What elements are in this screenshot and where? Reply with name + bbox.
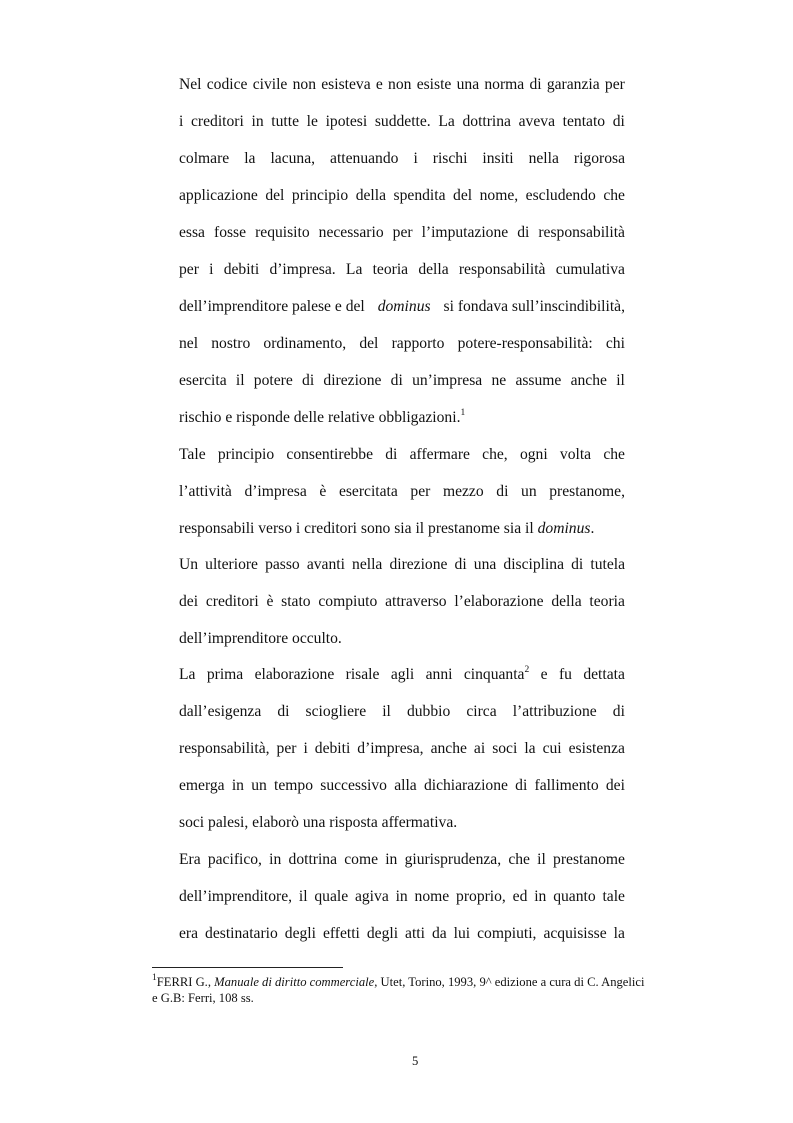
word: direzione (323, 372, 382, 389)
word: lacuna, (270, 150, 316, 167)
word: l’attività (179, 483, 232, 500)
word: la (613, 925, 625, 942)
word: colmare (179, 150, 230, 167)
word: esercita (179, 372, 227, 389)
word: fosse (214, 224, 247, 241)
word: prestanome (553, 851, 625, 868)
word: atti (405, 925, 425, 942)
text-line: dell’imprenditore occulto. (179, 630, 342, 647)
word: anche (430, 740, 467, 757)
word: e (375, 76, 383, 93)
word: di (612, 703, 625, 720)
word: di (385, 446, 398, 463)
word: aveva (518, 113, 555, 130)
word: creditori (191, 113, 244, 130)
word: agiva (354, 888, 389, 905)
word: ordinamento, (263, 335, 347, 352)
word: agli (390, 666, 415, 683)
word: tutela (590, 556, 625, 573)
word: una (473, 556, 497, 573)
word: ne (491, 372, 507, 389)
word: cinquanta$^2$ (463, 664, 530, 683)
word: dei (179, 593, 199, 610)
word: da (431, 925, 447, 942)
word: essa (179, 224, 205, 241)
word: la (244, 150, 256, 167)
word: effetti (322, 925, 360, 942)
word: del (265, 187, 285, 204)
word: ulteriore (205, 556, 258, 573)
word: tempo (274, 777, 314, 794)
word: proprio, (456, 888, 506, 905)
footnote-text: , Utet, Torino, 1993, 9^ edizione a cura di C. Angelici (374, 975, 645, 989)
page-number: 5 (412, 1054, 419, 1068)
word: ai (473, 740, 486, 757)
word: passo (265, 556, 300, 573)
word: debiti (314, 740, 351, 757)
word: non (388, 76, 412, 93)
word: circa (466, 703, 497, 720)
word: che (603, 446, 625, 463)
word: tentato (562, 113, 606, 130)
word: il (298, 888, 308, 905)
text-line (179, 887, 625, 907)
word: soci (492, 740, 518, 757)
word: acquisisse (543, 925, 607, 942)
word: disciplina (503, 556, 565, 573)
word: un (521, 483, 537, 500)
word: elaborazione (254, 666, 335, 683)
word: il (382, 703, 391, 720)
word: anni (425, 666, 453, 683)
word: i (413, 150, 418, 167)
word: per (179, 261, 199, 278)
word: necessario (318, 224, 384, 241)
word: era (179, 925, 199, 942)
word: spendita (393, 187, 446, 204)
footnote-separator (152, 967, 343, 968)
word: potere-responsabilità: (457, 335, 593, 352)
word: che, (482, 446, 508, 463)
text-line (179, 75, 625, 95)
text-span: . (590, 520, 595, 537)
word: dubbio (406, 703, 451, 720)
word: compiuti, (477, 925, 537, 942)
word: codice (206, 76, 248, 93)
word: esisteva (321, 76, 371, 93)
word: sciogliere (305, 703, 367, 720)
text-line (179, 924, 625, 944)
text-line (179, 445, 625, 465)
word: potere (253, 372, 293, 389)
word: degli (284, 925, 316, 942)
word: il (537, 851, 546, 868)
word: fu (558, 666, 572, 683)
word: attenuando (330, 150, 399, 167)
word: le (306, 113, 318, 130)
footnote-ref[interactable]: 2 (524, 664, 530, 675)
word: prestanome, (549, 483, 625, 500)
word: come (344, 851, 379, 868)
text-line (179, 149, 625, 169)
text-line (179, 297, 625, 317)
word: garanzia (546, 76, 600, 93)
word: è (266, 593, 274, 610)
word: dell’imprenditore, (179, 888, 293, 905)
word: dichiarazione (423, 777, 508, 794)
footnote-marker: 1 (152, 972, 157, 983)
word: nel (179, 335, 199, 352)
word: successivo (320, 777, 387, 794)
word: risale (345, 666, 380, 683)
emphasis-dominus: dominus (537, 520, 591, 537)
word: nella (352, 556, 383, 573)
word: civile (252, 76, 288, 93)
word: La (345, 261, 363, 278)
word: in (385, 851, 398, 868)
word: teoria (589, 593, 625, 610)
word: di (571, 556, 584, 573)
word: esercitata (338, 483, 398, 500)
word: che (603, 187, 625, 204)
word: di (277, 703, 290, 720)
word: emerga (179, 777, 225, 794)
text-line (179, 408, 465, 428)
word: principio (217, 446, 275, 463)
word: dettata (583, 666, 625, 683)
text-line (179, 482, 625, 502)
word: nostro (211, 335, 251, 352)
word: di (454, 556, 467, 573)
word: chi (605, 335, 625, 352)
word: volta (559, 446, 592, 463)
word: cumulativa (555, 261, 625, 278)
word: per (276, 740, 297, 757)
word: del (359, 335, 379, 352)
word: il (235, 372, 245, 389)
text-line (179, 702, 625, 722)
word: suddette. (374, 113, 431, 130)
word: Un (179, 556, 199, 573)
text-line (179, 223, 625, 243)
word: in (269, 851, 282, 868)
word: quale (314, 888, 349, 905)
footnote-ref[interactable]: 1 (460, 407, 466, 418)
word: escludendo (525, 187, 596, 204)
word: rigorosa (573, 150, 625, 167)
word: Nel (179, 76, 202, 93)
word: i (303, 740, 308, 757)
word: di (515, 777, 528, 794)
word: insiti (482, 150, 514, 167)
text-line (179, 186, 625, 206)
word: tale (602, 888, 625, 905)
word: della (551, 593, 582, 610)
text-line (179, 776, 625, 796)
word: compiuto (318, 593, 378, 610)
word: il (616, 372, 625, 389)
word: prima (206, 666, 244, 683)
word: un (251, 777, 267, 794)
word: in (251, 113, 264, 130)
word: d’impresa, (357, 740, 424, 757)
word: La (179, 666, 196, 683)
word: lui (453, 925, 471, 942)
text-span: si fondava sull’inscindibilità, (443, 298, 625, 315)
word: La (438, 113, 455, 130)
word: stato (281, 593, 311, 610)
word: d’impresa (244, 483, 307, 500)
word: destinatario (205, 925, 278, 942)
word: ipotesi (325, 113, 368, 130)
text-line (179, 260, 625, 280)
word: quanto (553, 888, 596, 905)
text-line (179, 519, 594, 539)
word: debiti (223, 261, 260, 278)
word: in (395, 888, 408, 905)
text-line (179, 592, 625, 612)
word: della (418, 261, 449, 278)
word: dottrina (288, 851, 338, 868)
word: d’impresa. (269, 261, 336, 278)
text-line (179, 371, 625, 391)
word: principio (291, 187, 349, 204)
word: teoria (372, 261, 409, 278)
word: è (319, 483, 327, 500)
word: l’imputazione (421, 224, 509, 241)
word: ogni (519, 446, 548, 463)
word: pacifico, (207, 851, 262, 868)
word: dall’esigenza (179, 703, 262, 720)
word: di (302, 372, 315, 389)
word: fallimento (534, 777, 599, 794)
text-span: rischio e risponde delle relative obbligazioni. (179, 409, 461, 426)
word: esistenza (568, 740, 625, 757)
word: la (524, 740, 536, 757)
text-span: dell’imprenditore palese e del (179, 298, 365, 315)
word: applicazione (179, 187, 258, 204)
word: non (292, 76, 316, 93)
word: in (231, 777, 244, 794)
word: di (390, 372, 403, 389)
footnote (152, 974, 644, 990)
word: che (508, 851, 530, 868)
word: mezzo (442, 483, 484, 500)
word: in (534, 888, 547, 905)
word: attraverso (385, 593, 447, 610)
word: un’impresa (412, 372, 483, 389)
text-line (179, 739, 625, 759)
word: creditori (205, 593, 259, 610)
word: e (540, 666, 548, 683)
text-line: soci palesi, elaborò una risposta affermativa. (179, 814, 458, 831)
word: una (456, 76, 480, 93)
footnote-title: Manuale di diritto commerciale (214, 975, 375, 989)
word: alla (394, 777, 417, 794)
word: nome (414, 888, 450, 905)
word: nella (528, 150, 559, 167)
word: dei (605, 777, 625, 794)
word: l’attribuzione (512, 703, 597, 720)
word: l’elaborazione (454, 593, 544, 610)
word: per (410, 483, 431, 500)
word: rischi (432, 150, 468, 167)
footnote-continuation: e G.B: Ferri, 108 ss. (152, 991, 254, 1005)
word: di (517, 224, 530, 241)
text-line (179, 112, 625, 132)
word: anche (570, 372, 607, 389)
text-line (179, 665, 625, 685)
word: per (604, 76, 625, 93)
word: della (355, 187, 387, 204)
text-line (179, 850, 625, 870)
word: Tale (179, 446, 206, 463)
word: rapporto (391, 335, 445, 352)
text-line (179, 555, 625, 575)
word: esiste (416, 76, 452, 93)
word: consentirebbe (286, 446, 374, 463)
word: i (179, 113, 184, 130)
word: per (392, 224, 413, 241)
word: del (453, 187, 473, 204)
word: Era (179, 851, 201, 868)
word: affermare (409, 446, 470, 463)
word: i (209, 261, 214, 278)
footnote-author: FERRI G., (156, 975, 215, 989)
word: degli (366, 925, 399, 942)
word: cui (542, 740, 562, 757)
emphasis-dominus: dominus (377, 298, 431, 315)
text-line (179, 334, 625, 354)
word: dottrina (462, 113, 511, 130)
word: tutte (271, 113, 299, 130)
word: nome, (479, 187, 519, 204)
word: giurisprudenza, (404, 851, 502, 868)
word: requisito (255, 224, 310, 241)
word: di (612, 113, 625, 130)
word: di (496, 483, 509, 500)
word: avanti (306, 556, 345, 573)
word: responsabilità (458, 261, 546, 278)
word: responsabilità (538, 224, 625, 241)
word: norma (484, 76, 525, 93)
word: ed (512, 888, 528, 905)
word: assume (515, 372, 562, 389)
word: di (529, 76, 542, 93)
text-span: responsabili verso i creditori sono sia il prestanome sia il (179, 520, 534, 537)
word: direzione (389, 556, 448, 573)
word: responsabilità, (179, 740, 270, 757)
